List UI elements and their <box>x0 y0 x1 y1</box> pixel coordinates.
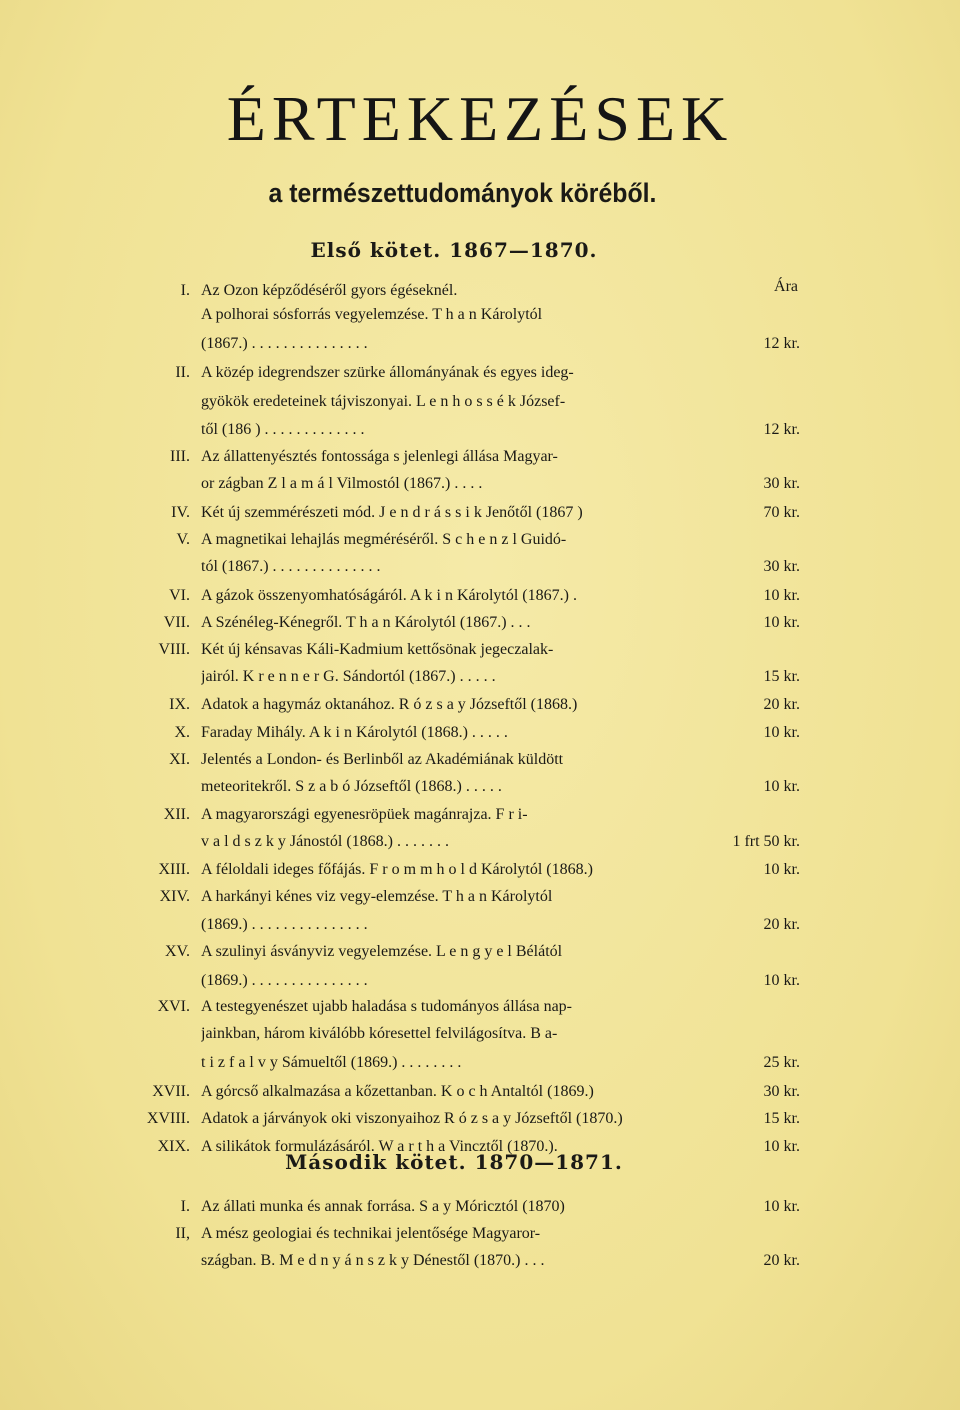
entry-text: (1869.) . . . . . . . . . . . . . . . <box>201 916 368 933</box>
list-item <box>0 802 960 828</box>
list-item <box>0 884 960 910</box>
page-title: ÉRTEKEZÉSEK <box>226 83 734 154</box>
entry-price: 30 kr. <box>763 1083 800 1100</box>
entry-text: Faraday Mihály. A k i n Károlytól (1868.) . . . . . <box>201 724 508 741</box>
list-item <box>0 637 960 663</box>
list-item <box>0 331 960 357</box>
entry-number: XIII. <box>158 861 190 878</box>
entry-price: 1 frt 50 kr. <box>732 833 800 850</box>
entry-text: A magnetikai lehajlás megméréséről. S c h e n z l Guidó- <box>201 531 567 548</box>
list-item <box>0 968 960 994</box>
list-item <box>0 664 960 690</box>
entry-number: XVIII. <box>146 1110 190 1127</box>
entry-price: 30 kr. <box>763 558 800 575</box>
entry-text: tól (1867.) . . . . . . . . . . . . . . <box>201 558 381 575</box>
list-item <box>0 720 960 746</box>
entry-number: XVI. <box>157 998 190 1015</box>
entry-price: 15 kr. <box>763 668 800 685</box>
entry-price: 10 kr. <box>763 972 800 989</box>
entry-price: 30 kr. <box>763 475 800 492</box>
entry-number: XII. <box>163 806 190 823</box>
list-item <box>0 554 960 580</box>
entry-number: II, <box>175 1225 190 1242</box>
entry-text: t i z f a l v y Sámueltől (1869.) . . . . . . . . <box>201 1054 462 1071</box>
entry-text: gyökök eredeteinek tájviszonyai. L e n h o s s é k József- <box>201 393 566 410</box>
entry-text: Jelentés a London- és Berlinből az Akadémiának küldött <box>201 751 564 768</box>
list-item <box>0 610 960 636</box>
entry-text: jainkban, három kiválóbb kóresettel felvilágosítva. B a- <box>201 1025 558 1042</box>
entry-text: meteoritekről. S z a b ó Józseftől (1868.) . . . . . <box>201 778 502 795</box>
entry-text: A magyarországi egyenesröpüek magánrajza. F r i- <box>201 806 528 823</box>
entry-text: jairól. K r e n n e r G. Sándortól (1867.) . . . . . <box>201 668 496 685</box>
entry-text: A féloldali ideges főfájás. F r o m m h o l d Károlytól (1868.) <box>201 861 593 878</box>
entry-price: 10 kr. <box>763 778 800 795</box>
entry-text: A gázok összenyomhatóságáról. A k i n Károlytól (1867.) . <box>201 587 577 604</box>
list-item <box>0 527 960 553</box>
list-item <box>0 389 960 415</box>
entry-number: VIII. <box>158 641 190 658</box>
list-item <box>0 1050 960 1076</box>
price-header: Ára <box>774 278 798 295</box>
entry-number: VI. <box>169 587 190 604</box>
entry-text: szágban. B. M e d n y á n s z k y Dénestől (1870.) . . . <box>201 1252 545 1269</box>
entry-text: Az állati munka és annak forrása. S a y Móricztól (1870) <box>201 1198 565 1215</box>
list-item <box>0 1106 960 1132</box>
entry-text: Két új kénsavas Káli-Kadmium kettősönak jegeczalak- <box>201 641 554 658</box>
entry-number: V. <box>176 531 190 548</box>
list-item <box>0 500 960 526</box>
entry-number: XV. <box>164 943 190 960</box>
entry-text: A közép idegrendszer szürke állományának és egyes ideg- <box>201 364 574 381</box>
entry-number: X. <box>174 724 190 741</box>
entry-price: 10 kr. <box>763 1198 800 1215</box>
list-item <box>0 1021 960 1047</box>
entry-number: XIV. <box>159 888 190 905</box>
list-item <box>0 1248 960 1274</box>
entry-number: III. <box>170 448 190 465</box>
entry-price: 20 kr. <box>763 1252 800 1269</box>
list-item <box>0 471 960 497</box>
entry-price: 70 kr. <box>763 504 800 521</box>
entry-number: I. <box>180 282 190 299</box>
entry-text: A szulinyi ásványviz vegyelemzése. L e n g y e l Bélától <box>201 943 563 960</box>
entry-number: VII. <box>163 614 190 631</box>
entry-number: I. <box>180 1198 190 1215</box>
list-item <box>0 994 960 1020</box>
entry-text: A testegyenészet ujabb haladása s tudományos állása nap- <box>201 998 572 1015</box>
entry-text: A silikátok formulázásáról. W a r t h a Vincztől (1870.). <box>201 1138 558 1155</box>
page-subtitle: a természettudományok köréből. <box>268 178 657 208</box>
list-item <box>0 1134 960 1160</box>
entry-text: Két új szemmérészeti mód. J e n d r á s s i k Jenőtől (1867 ) <box>201 504 583 521</box>
entry-price: 10 kr. <box>763 614 800 631</box>
entry-number: XI. <box>169 751 190 768</box>
list-item <box>0 1194 960 1220</box>
entry-text: A górcső alkalmazása a kőzettanban. K o c h Antaltól (1869.) <box>201 1083 594 1100</box>
entry-text: A polhorai sósforrás vegyelemzése. T h a n Károlytól <box>201 306 543 323</box>
list-item <box>0 939 960 965</box>
entry-number: XIX. <box>157 1138 190 1155</box>
list-item <box>0 912 960 938</box>
entry-text: v a l d s z k y Jánostól (1868.) . . . . . . . <box>201 833 449 850</box>
list-item <box>0 774 960 800</box>
entry-price: 20 kr. <box>763 916 800 933</box>
volume-1-title: Első kötet. 1867—1870. <box>310 238 598 262</box>
entry-number: IX. <box>169 696 190 713</box>
list-item <box>0 829 960 855</box>
entry-text: Az Ozon képződéséről gyors égéseknél. <box>201 282 458 299</box>
list-item <box>0 1079 960 1105</box>
entry-text: or zágban Z l a m á l Vilmostól (1867.) . . . . <box>201 475 483 492</box>
entry-price: 10 kr. <box>763 724 800 741</box>
list-item <box>0 360 960 386</box>
list-item <box>0 692 960 718</box>
entry-price: 10 kr. <box>763 861 800 878</box>
entry-number: XVII. <box>152 1083 190 1100</box>
list-item <box>0 444 960 470</box>
list-item <box>0 583 960 609</box>
list-item <box>0 1221 960 1247</box>
entry-price: 15 kr. <box>763 1110 800 1127</box>
volume-2-title: Második kötet. 1870—1871. <box>285 1150 623 1174</box>
entry-text: Adatok a hagymáz oktanához. R ó z s a y Józseftől (1868.) <box>201 696 578 713</box>
list-item <box>0 417 960 443</box>
entry-text: A Szénéleg-Kénegről. T h a n Károlytól (1867.) . . . <box>201 614 531 631</box>
list-item <box>0 857 960 883</box>
entry-number: IV. <box>171 504 190 521</box>
entry-price: 10 kr. <box>763 1138 800 1155</box>
entry-text: től (186 ) . . . . . . . . . . . . . <box>201 421 365 438</box>
list-item <box>0 747 960 773</box>
entry-text: (1869.) . . . . . . . . . . . . . . . <box>201 972 368 989</box>
entry-text: (1867.) . . . . . . . . . . . . . . . <box>201 335 368 352</box>
entry-text: A mész geologiai és technikai jelentősége Magyaror- <box>201 1225 541 1242</box>
entry-text: Az állattenyésztés fontossága s jelenlegi állása Magyar- <box>201 448 558 465</box>
entry-price: 12 kr. <box>763 421 800 438</box>
entry-text: A harkányi kénes viz vegy-elemzése. T h a n Károlytól <box>201 888 553 905</box>
list-item <box>0 278 960 304</box>
entry-price: 12 kr. <box>763 335 800 352</box>
entry-price: 10 kr. <box>763 587 800 604</box>
entry-number: II. <box>175 364 190 381</box>
entry-price: 20 kr. <box>763 696 800 713</box>
entry-text: Adatok a járványok oki viszonyaihoz R ó z s a y Józseftől (1870.) <box>201 1110 623 1127</box>
list-item <box>0 302 960 328</box>
entry-price: 25 kr. <box>763 1054 800 1071</box>
